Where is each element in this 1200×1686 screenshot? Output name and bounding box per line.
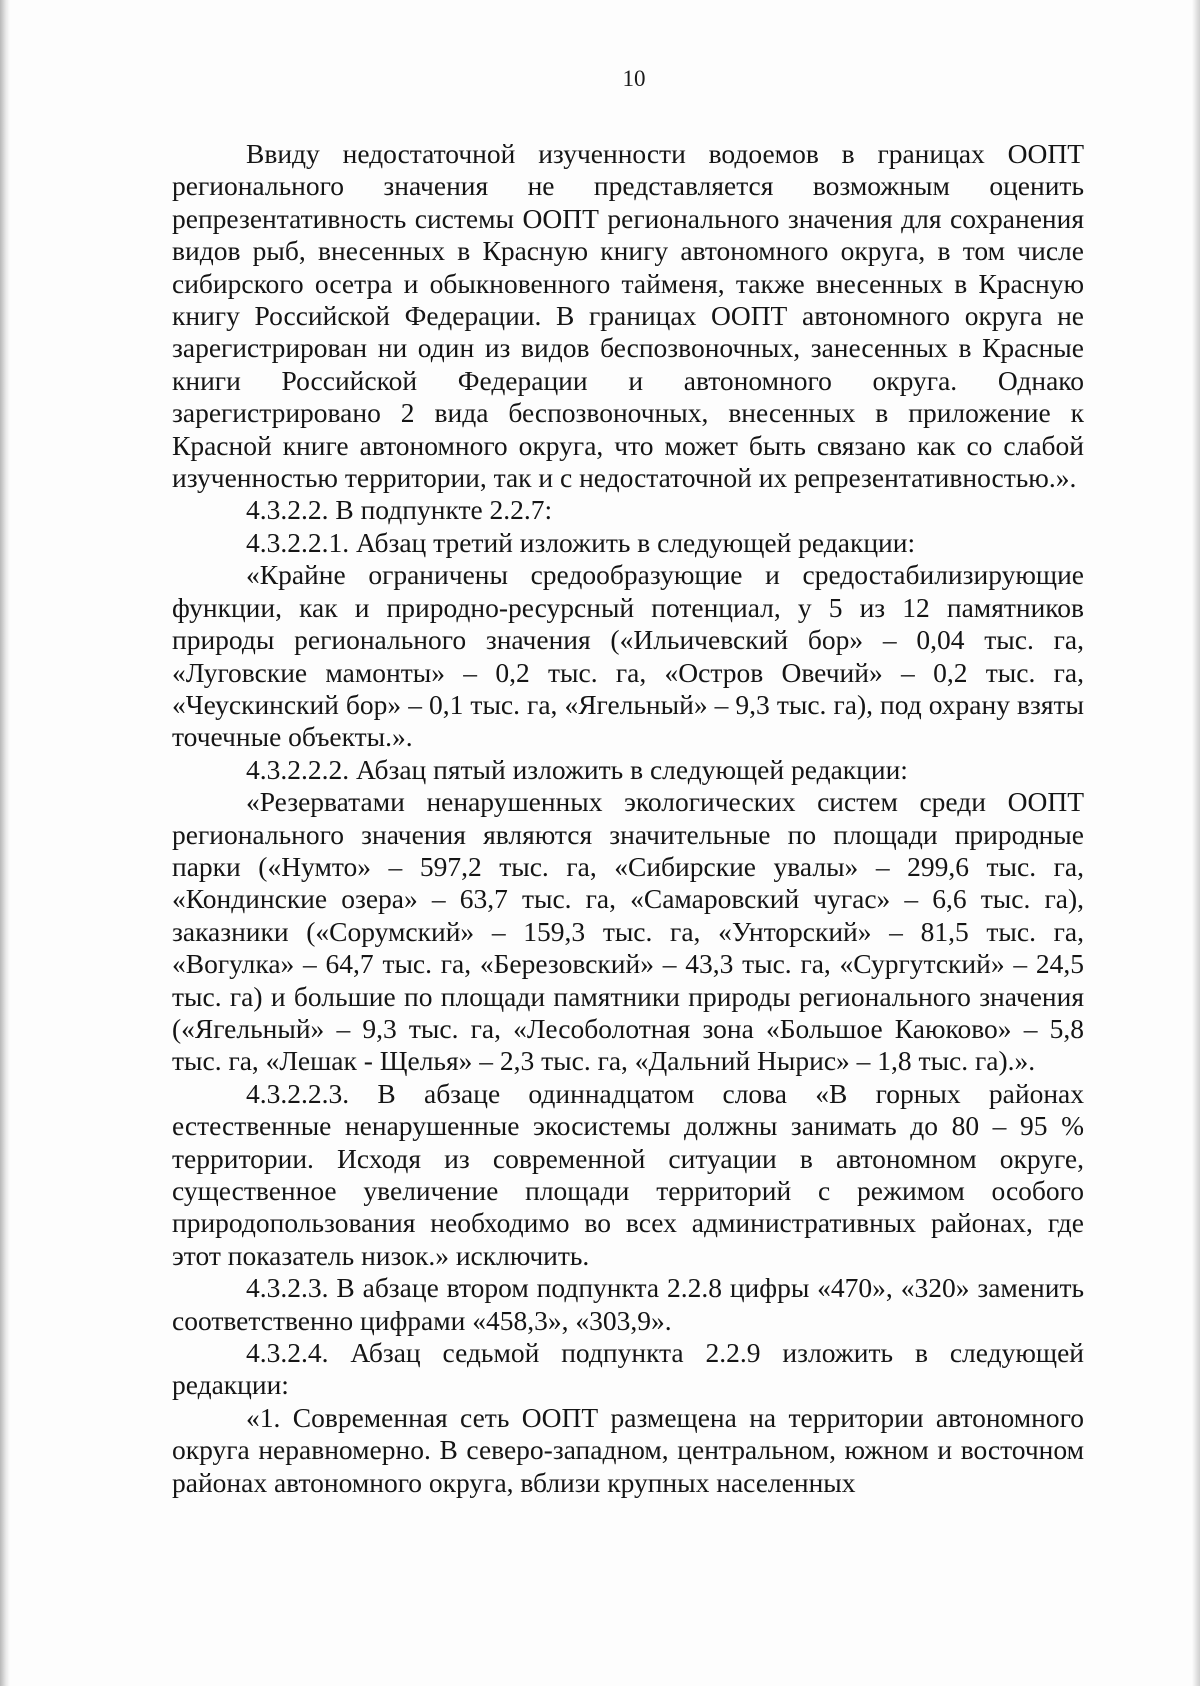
paragraph-reserves: «Резерватами ненарушенных экологических систем среди ООПТ регионального значения являются значительные по площади природные парки («Нумто» – 597,2 тыс. га, «Сибирские увалы» – 299,6 тыс. га, «Кондинские озера» – 63,7 тыс. га, «Самаровский чугас» – 6,6 тыс. га), заказники («Сорумский» – 159,3 тыс. га, «Унторский» – 81,5 тыс. га, «Вогулка» – 64,7 тыс. га, «Березовский» – 43,3 тыс. га, «Сургутский» – 24,5 тыс. га) и большие по площади памятники природы регионального значения («Ягельный» – 9,3 тыс. га, «Лесоболотная зона «Большое Каюково» – 5,8 тыс. га, «Лешак - Щелья» – 2,3 тыс. га, «Дальний Нырис» – 1,8 тыс. га).».	[172, 786, 1084, 1077]
page-number: 10	[622, 66, 646, 91]
paragraph-red-book-fish: Ввиду недостаточной изученности водоемов в границах ООПТ регионального значения не представляется возможным оценить репрезентативность системы ООПТ регионального значения для сохранения видов рыб, внесенных в Красную книгу автономного округа, в том числе сибирского осетра и обыкновенного тайменя, также внесенных в Красную книгу Российской Федерации. В границах ООПТ автономного округа не зарегистрирован ни один из видов беспозвоночных, занесенных в Красные книги Российской Федерации и автономного округа. Однако зарегистрировано 2 вида беспозвоночных, внесенных в приложение к Красной книге автономного округа, что может быть связано как со слабой изученностью территории, так и с недостаточной их репрезентативностью.».	[172, 138, 1084, 494]
paragraph-subpoint-2-2-7: 4.3.2.2. В подпункте 2.2.7:	[246, 494, 553, 526]
scan-edge-left	[0, 0, 10, 1686]
paragraph-limited-functions: «Крайне ограничены средообразующие и средостабилизирующие функции, как и природно-ресурсный потенциал, у 5 из 12 памятников природы регионального значения («Ильичевский бор» – 0,04 тыс. га, «Луговские мамонты» – 0,2 тыс. га, «Остров Овечий» – 0,2 тыс. га, «Чеускинский бор» – 0,1 тыс. га, «Ягельный» – 9,3 тыс. га), под охрану взяты точечные объекты.».	[172, 559, 1084, 753]
scan-edge-right	[1192, 0, 1200, 1686]
paragraph-subpoint-2-2-8: 4.3.2.3. В абзаце втором подпункта 2.2.8 цифры «470», «320» заменить соответственно цифрами «458,3», «303,9».	[172, 1272, 1084, 1336]
paragraph-subpoint-2-2-9: 4.3.2.4. Абзац седьмой подпункта 2.2.9 изложить в следующей редакции:	[172, 1337, 1084, 1401]
paragraph-abzac-pyatyi: 4.3.2.2.2. Абзац пятый изложить в следующей редакции:	[246, 753, 908, 785]
paragraph-network-oopt: «1. Современная сеть ООПТ размещена на территории автономного округа неравномерно. В северо-западном, центральном, южном и восточном районах автономного округа, вблизи крупных населенных	[172, 1401, 1084, 1498]
paragraph-abzac-tretiy: 4.3.2.2.1. Абзац третий изложить в следующей редакции:	[246, 526, 916, 558]
document-body	[172, 138, 1084, 1499]
paragraph-abzac-odinnadcatyi: 4.3.2.2.3. В абзаце одиннадцатом слова «В горных районах естественные ненарушенные экосистемы должны занимать до 80 – 95 % территории. Исходя из современной ситуации в автономном округе, существенное увеличение площади территорий с режимом особого природопользования необходимо во всех административных районах, где этот показатель низок.» исключить.	[172, 1077, 1084, 1271]
